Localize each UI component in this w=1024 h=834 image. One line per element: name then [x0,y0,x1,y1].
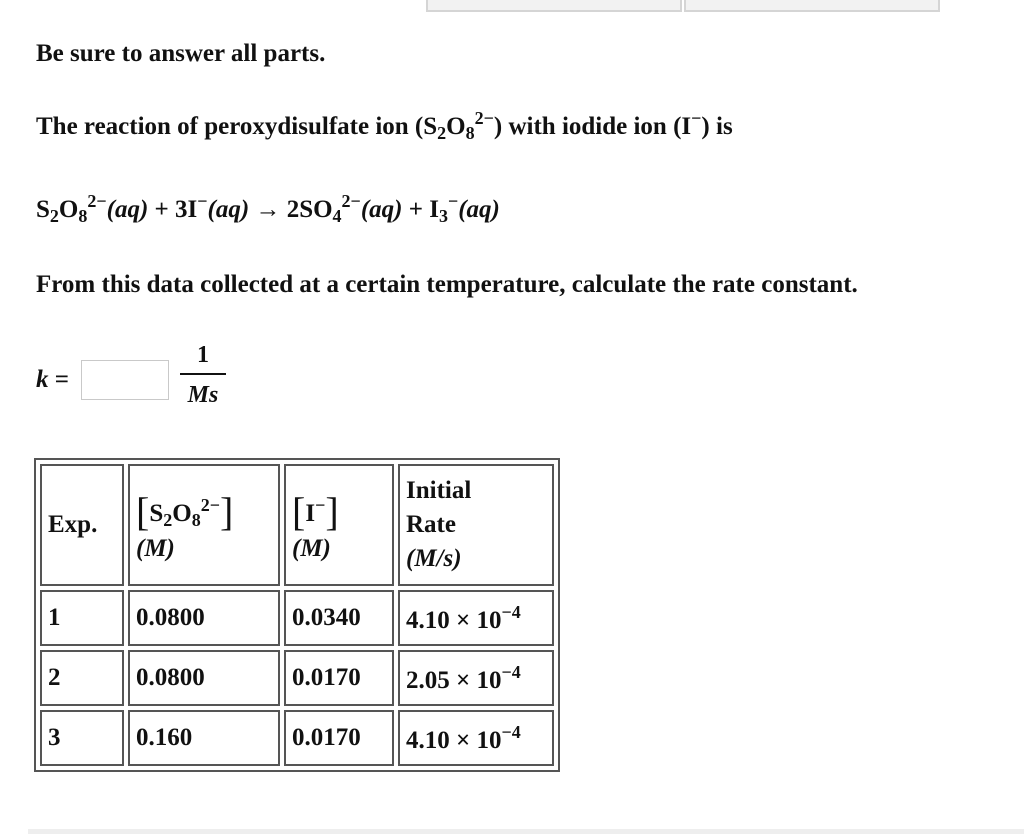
rate-mantissa: 2.05 × 10 [406,667,502,694]
subscript: 8 [465,123,475,144]
rate-mantissa: 4.10 × 10 [406,727,502,754]
iodide-unit: (M) [292,534,331,562]
subscript: 2 [49,206,59,227]
charge-superscript: − [691,108,702,129]
subscript: 2 [163,509,173,530]
table-row [40,590,554,646]
top-tab-bar [426,0,940,12]
charge-superscript: 2− [87,191,107,212]
table-row [40,650,554,706]
cell-exp: 2 [40,650,124,706]
cell-iodide: 0.0170 [284,710,394,766]
rate-exponent: −4 [501,602,521,623]
s2o8-unit: (M) [136,534,175,562]
table-row [40,710,554,766]
cell-s2o8: 0.160 [128,710,280,766]
intro-text-after: ) is [701,113,733,140]
subscript: 8 [191,509,201,530]
subscript: 2 [437,123,447,144]
rate-unit: (M/s) [406,545,462,572]
k-variable: k [36,366,49,393]
open-bracket: [ [136,488,150,534]
cell-iodide: 0.0170 [284,650,394,706]
cell-s2o8: 0.0800 [128,650,280,706]
sulfur-symbol: S [149,499,164,527]
charge-superscript: − [197,191,208,212]
top-tab-2[interactable] [684,0,940,12]
equation-term: + 3I [148,196,198,223]
fraction-bar [180,373,226,375]
charge-superscript: − [447,191,459,212]
rate-header-line2: Rate [406,511,456,538]
header-initial-rate [398,464,554,586]
intro-text-before: The reaction of peroxydisulfate ion (S [36,113,438,140]
question-intro [36,108,733,144]
sulfur-symbol: S [36,196,50,223]
charge-superscript: − [315,494,326,515]
equals-sign: = [48,366,69,393]
rate-data-table [34,458,560,772]
cell-exp: 1 [40,590,124,646]
charge-superscript: 2− [200,494,220,515]
header-iodide-concentration [284,464,394,586]
instruction-text: Be sure to answer all parts. [36,40,326,67]
top-tab-1[interactable] [426,0,682,12]
state-label: (aq) [106,196,149,223]
cell-iodide: 0.0340 [284,590,394,646]
cell-rate [398,710,554,766]
open-bracket: [ [292,488,306,534]
table-header-row [40,464,554,586]
subscript: 4 [332,206,342,227]
unit-fraction [180,340,226,410]
equation-term: + I [402,196,439,223]
intro-text-middle: ) with iodide ion (I [493,113,692,140]
rate-header-line1: Initial [406,477,472,504]
charge-superscript: 2− [474,108,494,129]
oxygen-symbol: O [58,196,79,223]
header-exp: Exp. [40,464,124,586]
close-bracket: ] [325,488,339,534]
data-prompt-text: From this data collected at a certain temperature, calculate the rate constant. [36,271,858,298]
subscript: 8 [78,206,88,227]
cell-s2o8: 0.0800 [128,590,280,646]
unit-numerator: 1 [197,342,209,368]
state-label: (aq) [360,196,403,223]
rate-exponent: −4 [501,662,521,683]
charge-superscript: 2− [341,191,361,212]
subscript: 3 [438,206,448,227]
oxygen-symbol: O [446,113,466,140]
unit-denominator: Ms [187,382,219,408]
footer-bar [28,829,1024,834]
iodine-symbol: I [305,499,316,527]
reaction-equation [36,191,500,227]
k-label [36,366,69,394]
cell-exp: 3 [40,710,124,766]
header-s2o8-concentration [128,464,280,586]
reaction-arrow: → 2SO [249,196,333,223]
cell-rate [398,650,554,706]
rate-exponent: −4 [501,722,521,743]
rate-constant-input[interactable] [81,360,169,400]
close-bracket: ] [219,488,234,534]
state-label: (aq) [207,196,250,223]
cell-rate [398,590,554,646]
oxygen-symbol: O [172,499,192,527]
rate-mantissa: 4.10 × 10 [406,607,502,634]
state-label: (aq) [458,196,500,223]
